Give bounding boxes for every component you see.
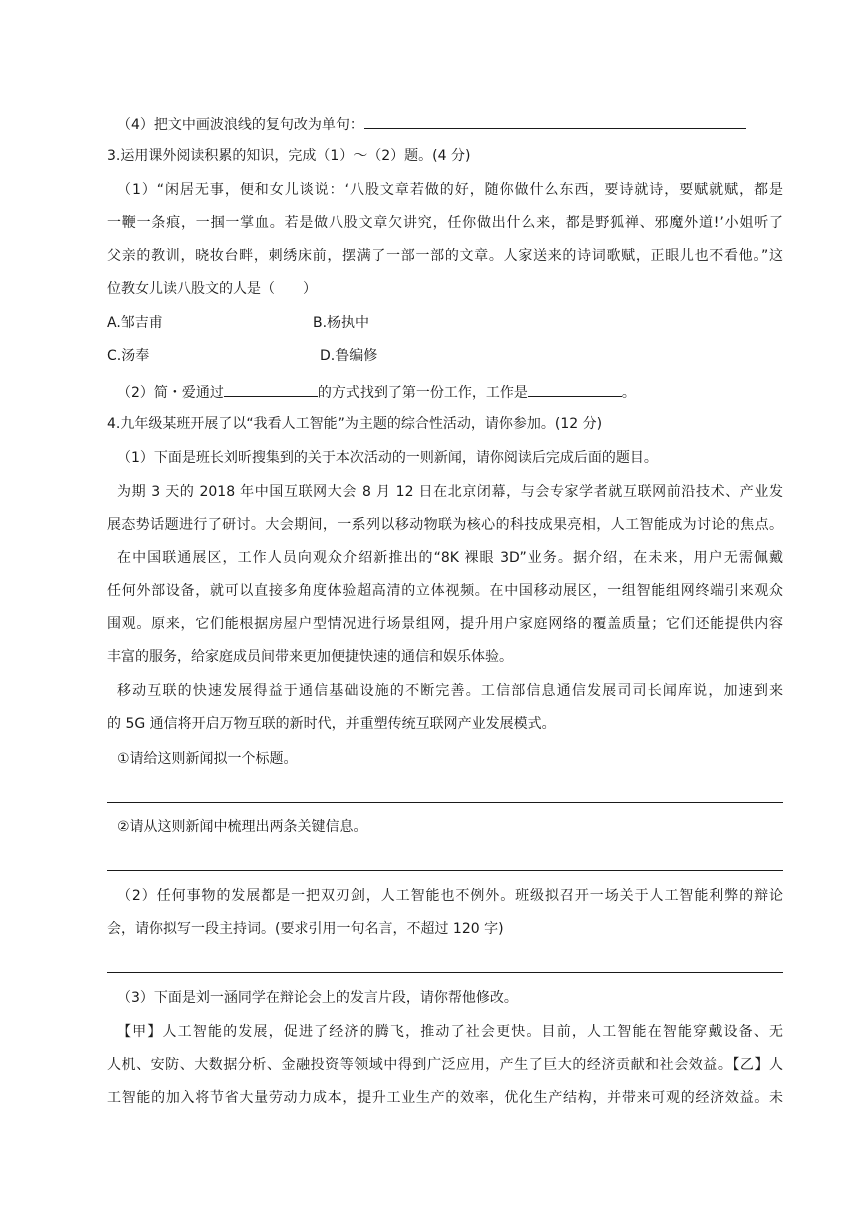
answer-line-key-info[interactable]: [107, 870, 783, 871]
task-1-prompt: ①请给这则新闻拟一个标题。: [117, 751, 298, 767]
question-3-heading: 3.运用课外阅读积累的知识，完成（1）～（2）题。(4 分): [107, 148, 471, 164]
speech-line: 【甲】人工智能的发展，促进了经济的腾飞，推动了社会更快。目前，人工智能在智能穿戴设备、无: [117, 1024, 783, 1040]
question-3-1-line: （1）“闲居无事，便和女儿谈说：‘八股文章若做的好，随你做什么东西，要诗就诗，要赋就赋，都是: [117, 182, 783, 198]
option-d[interactable]: D.鲁编修: [320, 348, 378, 364]
question-3-1-line: 父亲的教训，晓妆台畔，刺绣床前，摆满了一部一部的文章。人家送来的诗词歌赋，正眼儿也不看他。”这: [107, 248, 783, 264]
speech-line: 人机、安防、大数据分析、金融投资等领域中得到广泛应用，产生了巨大的经济贡献和社会效益。【乙】人: [107, 1057, 783, 1073]
question-3-2-part1: （2）简・爱通过: [117, 385, 224, 401]
answer-blank[interactable]: [364, 112, 746, 129]
question-3-2: [117, 380, 636, 403]
news-line: 在中国联通展区，工作人员向观众介绍新推出的“8K 裸眼 3D”业务。据介绍，在未来，用户无需佩戴: [117, 550, 783, 566]
question-3-1-line: 位教女儿读八股文的人是（ ）: [107, 281, 317, 297]
question-3-2-part2: 的方式找到了第一份工作，工作是: [317, 385, 528, 401]
news-line: 展态势话题进行了研讨。大会期间，一系列以移动物联为核心的科技成果亮相，人工智能成为讨论的焦点。: [107, 517, 783, 533]
news-line: 任何外部设备，就可以直接多角度体验超高清的立体视频。在中国移动展区，一组智能组网终端引来观众: [107, 583, 783, 599]
question-4-2-line: （2）任何事物的发展都是一把双刃剑，人工智能也不例外。班级拟召开一场关于人工智能利弊的辩论: [117, 888, 783, 904]
answer-blank-method[interactable]: [224, 380, 318, 397]
question-3-4: [117, 112, 746, 135]
news-line: 的 5G 通信将开启万物互联的新时代，并重塑传统互联网产业发展模式。: [107, 716, 556, 732]
task-2-prompt: ②请从这则新闻中梳理出两条关键信息。: [117, 819, 368, 835]
option-c[interactable]: C.汤奉: [107, 348, 150, 364]
news-line: 丰富的服务，给家庭成员间带来更加便捷快速的通信和娱乐体验。: [107, 649, 513, 665]
answer-blank-job[interactable]: [528, 380, 622, 397]
news-line: 为期 3 天的 2018 年中国互联网大会 8 月 12 日在北京闭幕，与会专家学者就互联网前沿技术、产业发: [117, 484, 783, 500]
question-4-2-line: 会，请你拟写一段主持词。(要求引用一句名言，不超过 120 字): [107, 921, 504, 937]
question-3-1-line: 一鞭一条痕，一掴一掌血。若是做八股文章欠讲究，任你做出什么来，都是野狐禅、邪魔外道!’小姐听了: [107, 215, 783, 231]
news-line: 围观。原来，它们能根据房屋户型情况进行场景组网，提升用户家庭网络的覆盖质量；它们还能提供内容: [107, 616, 783, 632]
question-3-2-part3: 。: [621, 385, 636, 401]
option-a[interactable]: A.邹吉甫: [107, 315, 163, 331]
question-4-heading: 4.九年级某班开展了以“我看人工智能”为主题的综合性活动，请你参加。(12 分): [107, 416, 603, 432]
speech-line: 工智能的加入将节省大量劳动力成本，提升工业生产的效率，优化生产结构，并带来可观的经济效益。未: [107, 1090, 783, 1106]
question-3-4-text: （4）把文中画波浪线的复句改为单句：: [117, 117, 364, 133]
answer-line-host-speech[interactable]: [107, 972, 783, 973]
news-line: 移动互联的快速发展得益于通信基础设施的不断完善。工信部信息通信发展司司长闻库说，加速到来: [117, 683, 783, 699]
option-b[interactable]: B.杨执中: [313, 315, 370, 331]
answer-line-headline[interactable]: [107, 802, 783, 803]
question-4-1: （1）下面是班长刘昕搜集到的关于本次活动的一则新闻，请你阅读后完成后面的题目。: [117, 450, 658, 466]
question-4-3: （3）下面是刘一涵同学在辩论会上的发言片段，请你帮他修改。: [117, 990, 518, 1006]
